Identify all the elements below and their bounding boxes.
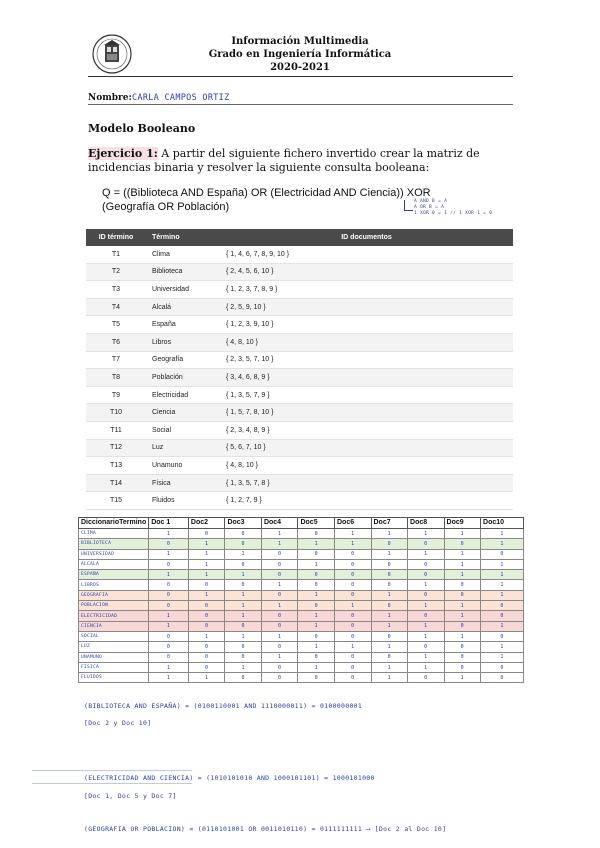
matrix-value-cell: 0 xyxy=(298,601,335,611)
matrix-value-cell: 0 xyxy=(225,539,262,549)
matrix-value-cell: 1 xyxy=(408,580,445,590)
matrix-value-cell: 0 xyxy=(261,621,298,631)
table-row xyxy=(86,281,513,299)
note-line: 1 XOR 0 = 1 // 1 XOR 1 = 0 xyxy=(414,211,493,216)
matrix-column-header: Doc6 xyxy=(334,518,371,529)
matrix-value-cell: 1 xyxy=(371,642,408,652)
matrix-value-cell: 0 xyxy=(225,529,262,539)
matrix-value-cell: 0 xyxy=(188,529,225,539)
matrix-column-header: Doc10 xyxy=(481,518,524,529)
matrix-value-cell: 1 xyxy=(408,529,445,539)
table-row xyxy=(86,457,513,475)
matrix-value-cell: 0 xyxy=(188,662,225,672)
matrix-row xyxy=(79,559,524,569)
matrix-value-cell: 1 xyxy=(444,549,481,559)
matrix-value-cell: 0 xyxy=(334,570,371,580)
doc-ids-cell: { 1, 3, 5, 7, 8 } xyxy=(220,474,513,492)
matrix-column-header: Doc5 xyxy=(298,518,335,529)
matrix-term-cell: ELECTRICIDAD xyxy=(79,611,149,621)
matrix-term-cell: LUZ xyxy=(79,642,149,652)
matrix-column-header: Doc3 xyxy=(225,518,262,529)
matrix-value-cell: 0 xyxy=(408,642,445,652)
term-cell: Unamuno xyxy=(146,457,220,475)
term-id-cell: T2 xyxy=(86,263,146,281)
matrix-value-cell: 1 xyxy=(149,570,189,580)
matrix-value-cell: 0 xyxy=(481,662,524,672)
matrix-value-cell: 0 xyxy=(408,559,445,569)
matrix-value-cell: 1 xyxy=(408,549,445,559)
matrix-term-cell: GEOGRAFIA xyxy=(79,590,149,600)
matrix-row xyxy=(79,570,524,580)
matrix-value-cell: 1 xyxy=(371,673,408,683)
matrix-row xyxy=(79,601,524,611)
doc-ids-cell: { 1, 2, 7, 9 } xyxy=(220,492,513,510)
matrix-value-cell: 1 xyxy=(225,601,262,611)
matrix-value-cell: 1 xyxy=(298,559,335,569)
boolean-query: Q = ((Biblioteca AND España) OR (Electricidad AND Ciencia)) XOR (Geografía OR Población) xyxy=(102,187,431,213)
column-header: Término xyxy=(146,229,220,246)
term-cell: Geografía xyxy=(146,351,220,369)
table-row xyxy=(86,369,513,387)
matrix-row xyxy=(79,642,524,652)
matrix-value-cell: 0 xyxy=(298,631,335,641)
matrix-value-cell: 1 xyxy=(225,662,262,672)
matrix-value-cell: 0 xyxy=(334,621,371,631)
matrix-value-cell: 1 xyxy=(149,549,189,559)
matrix-value-cell: 0 xyxy=(188,621,225,631)
matrix-value-cell: 1 xyxy=(225,611,262,621)
matrix-value-cell: 0 xyxy=(298,529,335,539)
matrix-row xyxy=(79,662,524,672)
matrix-value-cell: 0 xyxy=(298,570,335,580)
term-id-cell: T8 xyxy=(86,369,146,387)
term-cell: Fluidos xyxy=(146,492,220,510)
note-line: A AND B = A xyxy=(414,199,448,204)
matrix-value-cell: 0 xyxy=(408,590,445,600)
incidence-matrix xyxy=(78,517,524,683)
inverted-file-table xyxy=(86,229,513,510)
matrix-term-cell: UNAMUNO xyxy=(79,652,149,662)
matrix-value-cell: 0 xyxy=(371,570,408,580)
table-header-row xyxy=(86,229,513,246)
matrix-value-cell: 1 xyxy=(334,539,371,549)
matrix-value-cell: 0 xyxy=(444,642,481,652)
matrix-value-cell: 0 xyxy=(408,673,445,683)
table-row xyxy=(86,298,513,316)
matrix-value-cell: 1 xyxy=(188,539,225,549)
doc-ids-cell: { 1, 2, 3, 9, 10 } xyxy=(220,316,513,334)
matrix-value-cell: 0 xyxy=(334,611,371,621)
course-title: Información Multimedia xyxy=(231,36,369,47)
matrix-value-cell: 1 xyxy=(261,539,298,549)
term-id-cell: T1 xyxy=(86,246,146,263)
doc-ids-cell: { 4, 8, 10 } xyxy=(220,457,513,475)
matrix-value-cell: 0 xyxy=(149,642,189,652)
matrix-value-cell: 1 xyxy=(444,673,481,683)
doc-ids-cell: { 2, 5, 9, 10 } xyxy=(220,298,513,316)
matrix-value-cell: 0 xyxy=(298,673,335,683)
matrix-value-cell: 1 xyxy=(408,601,445,611)
doc-ids-cell: { 1, 3, 5, 7, 9 } xyxy=(220,386,513,404)
table-row xyxy=(86,246,513,263)
matrix-value-cell: 0 xyxy=(188,652,225,662)
matrix-value-cell: 0 xyxy=(334,652,371,662)
table-row xyxy=(86,439,513,457)
exercise-label: Ejercicio 1: xyxy=(88,147,158,160)
term-cell: Social xyxy=(146,421,220,439)
matrix-value-cell: 0 xyxy=(225,580,262,590)
matrix-value-cell: 1 xyxy=(298,590,335,600)
note-arrow xyxy=(404,200,413,211)
matrix-value-cell: 0 xyxy=(149,601,189,611)
term-cell: Clima xyxy=(146,246,220,263)
matrix-value-cell: 0 xyxy=(298,580,335,590)
matrix-value-cell: 1 xyxy=(188,631,225,641)
matrix-value-cell: 0 xyxy=(371,631,408,641)
matrix-column-header: DiccionarioTermino xyxy=(79,518,149,529)
matrix-value-cell: 1 xyxy=(444,631,481,641)
matrix-value-cell: 1 xyxy=(444,529,481,539)
matrix-value-cell: 0 xyxy=(481,611,524,621)
matrix-value-cell: 1 xyxy=(444,559,481,569)
doc-ids-cell: { 5, 6, 7, 10 } xyxy=(220,439,513,457)
matrix-value-cell: 1 xyxy=(188,590,225,600)
matrix-value-cell: 0 xyxy=(261,673,298,683)
matrix-row xyxy=(79,539,524,549)
table-row xyxy=(86,351,513,369)
matrix-value-cell: 1 xyxy=(334,642,371,652)
solution-result-2: [Doc 1, Doc 5 y Doc 7] xyxy=(84,792,177,800)
matrix-term-cell: FISICA xyxy=(79,662,149,672)
matrix-value-cell: 0 xyxy=(334,559,371,569)
matrix-row xyxy=(79,631,524,641)
exercise-statement xyxy=(88,147,518,175)
matrix-value-cell: 1 xyxy=(261,580,298,590)
matrix-value-cell: 1 xyxy=(188,570,225,580)
inverted-file-body xyxy=(86,246,513,509)
matrix-value-cell: 0 xyxy=(371,601,408,611)
matrix-row xyxy=(79,580,524,590)
term-cell: Biblioteca xyxy=(146,263,220,281)
matrix-value-cell: 1 xyxy=(298,539,335,549)
matrix-value-cell: 0 xyxy=(334,662,371,672)
matrix-value-cell: 1 xyxy=(298,642,335,652)
matrix-column-header: Doc4 xyxy=(261,518,298,529)
matrix-value-cell: 1 xyxy=(481,539,524,549)
matrix-term-cell: BIBLIOTECA xyxy=(79,539,149,549)
matrix-value-cell: 0 xyxy=(371,580,408,590)
matrix-value-cell: 0 xyxy=(444,652,481,662)
matrix-value-cell: 0 xyxy=(408,611,445,621)
term-id-cell: T10 xyxy=(86,404,146,422)
note-line: A OR B = A xyxy=(414,205,445,210)
matrix-row xyxy=(79,652,524,662)
matrix-value-cell: 1 xyxy=(149,529,189,539)
term-id-cell: T11 xyxy=(86,421,146,439)
matrix-row xyxy=(79,611,524,621)
matrix-column-header: Doc9 xyxy=(444,518,481,529)
term-cell: España xyxy=(146,316,220,334)
matrix-value-cell: 1 xyxy=(408,621,445,631)
table-row xyxy=(86,492,513,510)
table-row xyxy=(86,474,513,492)
matrix-value-cell: 1 xyxy=(481,580,524,590)
matrix-value-cell: 1 xyxy=(261,529,298,539)
matrix-value-cell: 0 xyxy=(261,559,298,569)
matrix-value-cell: 0 xyxy=(149,631,189,641)
matrix-value-cell: 1 xyxy=(298,662,335,672)
matrix-value-cell: 1 xyxy=(188,559,225,569)
matrix-value-cell: 1 xyxy=(371,549,408,559)
matrix-value-cell: 0 xyxy=(225,673,262,683)
student-name: CARLA CAMPOS ORTIZ xyxy=(132,93,230,103)
matrix-value-cell: 1 xyxy=(481,529,524,539)
term-id-cell: T15 xyxy=(86,492,146,510)
matrix-value-cell: 0 xyxy=(408,539,445,549)
term-id-cell: T3 xyxy=(86,281,146,299)
section-title: Modelo Booleano xyxy=(88,122,196,135)
matrix-value-cell: 0 xyxy=(261,549,298,559)
matrix-value-cell: 0 xyxy=(188,601,225,611)
matrix-value-cell: 1 xyxy=(225,631,262,641)
matrix-value-cell: 0 xyxy=(149,539,189,549)
matrix-value-cell: 1 xyxy=(408,631,445,641)
matrix-value-cell: 1 xyxy=(225,590,262,600)
matrix-header-row xyxy=(79,518,524,529)
doc-ids-cell: { 4, 8, 10 } xyxy=(220,333,513,351)
matrix-value-cell: 0 xyxy=(334,580,371,590)
doc-ids-cell: { 1, 4, 6, 7, 8, 9, 10 } xyxy=(220,246,513,263)
matrix-value-cell: 0 xyxy=(444,621,481,631)
matrix-value-cell: 1 xyxy=(408,662,445,672)
term-id-cell: T6 xyxy=(86,333,146,351)
matrix-column-header: Doc8 xyxy=(408,518,445,529)
doc-ids-cell: { 1, 2, 3, 7, 8, 9 } xyxy=(220,281,513,299)
matrix-value-cell: 0 xyxy=(225,621,262,631)
handwritten-note xyxy=(414,199,492,217)
matrix-value-cell: 0 xyxy=(334,590,371,600)
matrix-term-cell: ALCALA xyxy=(79,559,149,569)
matrix-value-cell: 0 xyxy=(261,662,298,672)
matrix-value-cell: 0 xyxy=(149,580,189,590)
column-header: ID término xyxy=(86,229,146,246)
matrix-value-cell: 1 xyxy=(481,559,524,569)
table-row xyxy=(86,421,513,439)
matrix-value-cell: 0 xyxy=(261,590,298,600)
matrix-value-cell: 0 xyxy=(334,549,371,559)
matrix-value-cell: 1 xyxy=(149,673,189,683)
matrix-term-cell: ESPAÑA xyxy=(79,570,149,580)
matrix-value-cell: 1 xyxy=(225,570,262,580)
term-id-cell: T14 xyxy=(86,474,146,492)
name-underline xyxy=(88,104,513,105)
matrix-value-cell: 0 xyxy=(225,652,262,662)
matrix-value-cell: 1 xyxy=(408,652,445,662)
term-cell: Electricidad xyxy=(146,386,220,404)
matrix-value-cell: 1 xyxy=(188,549,225,559)
matrix-term-cell: UNIVERSIDAD xyxy=(79,549,149,559)
matrix-value-cell: 1 xyxy=(298,621,335,631)
table-row xyxy=(86,316,513,334)
matrix-value-cell: 0 xyxy=(371,652,408,662)
column-header: ID documentos xyxy=(220,229,513,246)
matrix-value-cell: 0 xyxy=(298,652,335,662)
matrix-value-cell: 1 xyxy=(149,611,189,621)
term-cell: Alcalá xyxy=(146,298,220,316)
matrix-value-cell: 0 xyxy=(334,673,371,683)
matrix-value-cell: 0 xyxy=(188,580,225,590)
matrix-value-cell: 1 xyxy=(371,611,408,621)
matrix-value-cell: 1 xyxy=(444,570,481,580)
matrix-value-cell: 1 xyxy=(481,590,524,600)
matrix-value-cell: 1 xyxy=(188,673,225,683)
doc-ids-cell: { 3, 4, 6, 8, 9 } xyxy=(220,369,513,387)
matrix-column-header: Doc 1 xyxy=(149,518,189,529)
matrix-value-cell: 1 xyxy=(371,662,408,672)
matrix-value-cell: 0 xyxy=(149,559,189,569)
matrix-value-cell: 0 xyxy=(149,652,189,662)
matrix-value-cell: 1 xyxy=(371,621,408,631)
term-id-cell: T5 xyxy=(86,316,146,334)
term-id-cell: T9 xyxy=(86,386,146,404)
name-label: Nombre: xyxy=(88,93,132,103)
exercise-text: A partir del siguiente fichero invertido crear la matriz de incidencias binaria y resolver la siguiente consulta booleana: xyxy=(88,147,480,174)
matrix-value-cell: 0 xyxy=(225,642,262,652)
matrix-value-cell: 0 xyxy=(371,539,408,549)
matrix-value-cell: 1 xyxy=(371,529,408,539)
term-cell: Población xyxy=(146,369,220,387)
matrix-value-cell: 1 xyxy=(444,611,481,621)
matrix-value-cell: 1 xyxy=(334,529,371,539)
academic-year: 2020-2021 xyxy=(270,62,330,73)
matrix-column-header: Doc2 xyxy=(188,518,225,529)
matrix-row xyxy=(79,673,524,683)
solution-step-2: (ELECTRICIDAD AND CIENCIA) = (1010101010 AND 1000101101) = 1000101000 xyxy=(84,774,375,782)
matrix-term-cell: LIBROS xyxy=(79,580,149,590)
matrix-value-cell: 0 xyxy=(481,601,524,611)
matrix-row xyxy=(79,549,524,559)
matrix-value-cell: 0 xyxy=(481,549,524,559)
matrix-value-cell: 0 xyxy=(298,549,335,559)
doc-ids-cell: { 2, 4, 5, 6, 10 } xyxy=(220,263,513,281)
term-id-cell: T7 xyxy=(86,351,146,369)
matrix-value-cell: 0 xyxy=(444,580,481,590)
matrix-value-cell: 1 xyxy=(149,621,189,631)
term-cell: Universidad xyxy=(146,281,220,299)
matrix-value-cell: 1 xyxy=(371,590,408,600)
doc-ids-cell: { 1, 5, 7, 8, 10 } xyxy=(220,404,513,422)
matrix-value-cell: 0 xyxy=(188,611,225,621)
matrix-value-cell: 1 xyxy=(444,601,481,611)
solution-step-3: (GEOGRAFIA OR POBLACION) = (0110101001 OR 0011010110) = 0111111111 ⟶ [Doc 2 al Doc 10] xyxy=(84,825,447,833)
matrix-term-cell: CIENCIA xyxy=(79,621,149,631)
matrix-row xyxy=(79,621,524,631)
term-id-cell: T12 xyxy=(86,439,146,457)
matrix-value-cell: 0 xyxy=(261,611,298,621)
term-cell: Física xyxy=(146,474,220,492)
matrix-column-header: Doc7 xyxy=(371,518,408,529)
matrix-value-cell: 1 xyxy=(225,549,262,559)
matrix-row xyxy=(79,590,524,600)
matrix-value-cell: 0 xyxy=(371,559,408,569)
matrix-value-cell: 0 xyxy=(444,539,481,549)
table-row xyxy=(86,404,513,422)
matrix-value-cell: 1 xyxy=(298,611,335,621)
term-cell: Libros xyxy=(146,333,220,351)
solution-result-1: [Doc 2 y Doc 10] xyxy=(84,719,152,727)
degree-title: Grado en Ingeniería Informática xyxy=(208,49,392,60)
matrix-value-cell: 0 xyxy=(225,559,262,569)
table-row xyxy=(86,386,513,404)
matrix-body xyxy=(79,529,524,683)
matrix-term-cell: CLIMA xyxy=(79,529,149,539)
matrix-value-cell: 0 xyxy=(481,673,524,683)
matrix-value-cell: 1 xyxy=(481,570,524,580)
matrix-value-cell: 1 xyxy=(481,621,524,631)
matrix-value-cell: 1 xyxy=(149,662,189,672)
term-id-cell: T13 xyxy=(86,457,146,475)
matrix-term-cell: POBLACION xyxy=(79,601,149,611)
matrix-value-cell: 0 xyxy=(261,642,298,652)
doc-ids-cell: { 2, 3, 5, 7, 10 } xyxy=(220,351,513,369)
matrix-value-cell: 1 xyxy=(261,601,298,611)
matrix-term-cell: FLUIDOS xyxy=(79,673,149,683)
matrix-row xyxy=(79,529,524,539)
matrix-value-cell: 1 xyxy=(481,642,524,652)
matrix-value-cell: 1 xyxy=(481,652,524,662)
matrix-value-cell: 0 xyxy=(481,631,524,641)
term-cell: Luz xyxy=(146,439,220,457)
matrix-value-cell: 1 xyxy=(261,631,298,641)
term-cell: Ciencia xyxy=(146,404,220,422)
matrix-value-cell: 0 xyxy=(334,631,371,641)
matrix-value-cell: 0 xyxy=(444,590,481,600)
term-id-cell: T4 xyxy=(86,298,146,316)
solution-step-1: (BIBLIOTECA AND ESPAÑA) = (0100110001 AND 1110000011) = 0100000001 xyxy=(84,702,363,710)
table-row xyxy=(86,333,513,351)
matrix-value-cell: 1 xyxy=(261,652,298,662)
matrix-value-cell: 1 xyxy=(334,601,371,611)
matrix-value-cell: 0 xyxy=(444,662,481,672)
matrix-value-cell: 0 xyxy=(261,570,298,580)
matrix-value-cell: 0 xyxy=(188,642,225,652)
matrix-value-cell: 0 xyxy=(408,570,445,580)
doc-ids-cell: { 2, 3, 4, 8, 9 } xyxy=(220,421,513,439)
header-divider xyxy=(88,76,513,77)
table-row xyxy=(86,263,513,281)
matrix-value-cell: 0 xyxy=(149,590,189,600)
matrix-term-cell: SOCIAL xyxy=(79,631,149,641)
